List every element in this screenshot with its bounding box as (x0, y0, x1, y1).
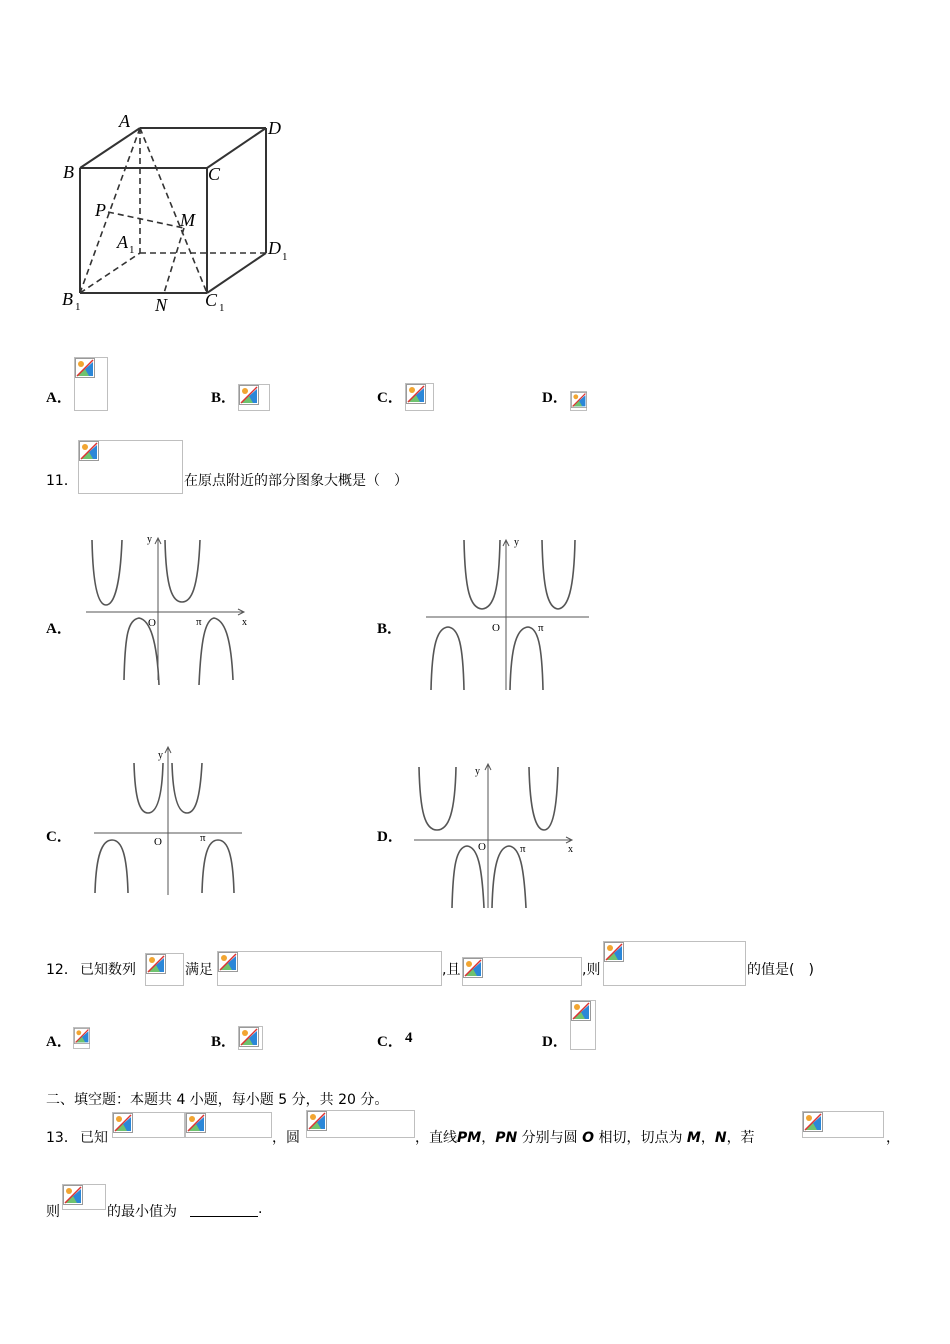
subscript-b1: 1 (75, 301, 81, 313)
vertex-d1: D (268, 238, 281, 258)
q13-text-4: 分别与圆 (517, 1130, 583, 1146)
q12-text-1: 已知数列 (80, 962, 136, 978)
q10-option-a-label: A． (46, 390, 72, 406)
graph-a-origin: O (148, 617, 156, 629)
broken-image-icon (218, 952, 238, 972)
q13-text-8: 则 (46, 1204, 60, 1220)
q12-option-a-image (73, 1027, 90, 1049)
graph-a-x-label: x (242, 617, 247, 628)
q13-condition-image-3 (802, 1111, 884, 1138)
broken-image-icon (571, 1001, 591, 1021)
graph-d-origin: O (478, 841, 486, 853)
q13-text-2: ，圆 (272, 1130, 300, 1146)
q13-text-6: ，若 (726, 1130, 755, 1146)
q13-target-image (62, 1184, 106, 1210)
broken-image-icon (186, 1113, 206, 1133)
vertex-b: B (63, 162, 74, 182)
broken-image-icon (239, 1027, 259, 1047)
broken-image-icon (146, 954, 166, 974)
q10-option-b-label: B． (211, 390, 237, 406)
point-n: N (155, 295, 168, 315)
q13-tangent-text (415, 1127, 755, 1147)
graph-c-origin: O (154, 836, 162, 848)
subscript-a1: 1 (129, 244, 135, 256)
q12-option-d-label: D． (542, 1034, 568, 1050)
q13-point-n: N (714, 1130, 727, 1146)
graph-b-pi: π (538, 622, 544, 634)
subscript-d1: 1 (282, 251, 288, 263)
q12-text-2: 满足 (185, 962, 213, 978)
broken-image-icon (113, 1113, 133, 1133)
graph-d-pi: π (520, 843, 526, 855)
broken-image-icon (307, 1111, 327, 1131)
graph-b (424, 535, 599, 695)
q13-circle-image (306, 1110, 415, 1138)
broken-image-icon (571, 392, 587, 408)
cube-figure (55, 110, 300, 320)
broken-image-icon (75, 358, 95, 378)
q13-answer-blank[interactable] (190, 1216, 258, 1217)
q13-line-pn: PN (495, 1130, 518, 1146)
vertex-a: A (119, 111, 130, 131)
q11-stem: 在原点附近的部分图象大概是（ ） (184, 473, 408, 489)
q12-text-4: ,则 (582, 962, 601, 978)
q13-text-1: 已知 (80, 1130, 108, 1146)
q12-option-b-label: B． (211, 1034, 237, 1050)
q12-option-c-value: 4 (405, 1030, 413, 1046)
q13-text-3: ，直线 (415, 1130, 457, 1146)
broken-image-icon (63, 1185, 83, 1205)
q11-function-image (78, 440, 183, 494)
q10-option-d-label: D． (542, 390, 568, 406)
broken-image-icon (239, 385, 259, 405)
q13-circle-o: O (582, 1130, 594, 1146)
q13-text-5: 相切，切点为 (594, 1130, 687, 1146)
graph-a (84, 530, 264, 690)
vertex-d: D (268, 118, 281, 138)
q13-text-7: ， (886, 1130, 900, 1146)
q11-option-a-label: A． (46, 621, 72, 637)
q13-condition-image-2 (185, 1112, 272, 1138)
graph-d (412, 762, 582, 910)
q13-point-m: M (686, 1130, 701, 1146)
broken-image-icon (463, 958, 483, 978)
q12-option-b-image (238, 1026, 263, 1050)
q13-condition-image-1 (112, 1112, 185, 1138)
q12-sequence-image (145, 953, 184, 986)
graph-c-y-label: y (158, 750, 163, 761)
q13-comma-1: ， (481, 1130, 496, 1146)
graph-c (92, 745, 252, 900)
q10-option-b-image (238, 384, 270, 411)
q10-option-d-image (570, 391, 587, 411)
broken-image-icon (406, 384, 426, 404)
graph-a-pi: π (196, 616, 202, 628)
q12-option-c-label: C． (377, 1034, 403, 1050)
q12-option-d-image (570, 1000, 596, 1050)
q11-option-c-label: C． (46, 829, 72, 845)
q10-option-c-label: C． (377, 390, 403, 406)
graph-d-x-label: x (568, 844, 573, 855)
broken-image-icon (74, 1028, 90, 1044)
point-p: P (95, 200, 106, 220)
q12-text-3: ,且 (442, 962, 461, 978)
section2-heading: 二、填空题：本题共 4 小题，每小题 5 分，共 20 分。 (46, 1092, 389, 1108)
broken-image-icon (79, 441, 99, 461)
point-m: M (180, 210, 195, 230)
broken-image-icon (604, 942, 624, 962)
vertex-c: C (208, 164, 221, 184)
q11-number: 11． (46, 473, 78, 489)
q13-line-pm: PM (457, 1130, 482, 1146)
broken-image-icon (803, 1112, 823, 1132)
graph-d-y-label: y (475, 766, 480, 777)
subscript-c1: 1 (219, 302, 225, 314)
graph-b-y-label: y (514, 537, 519, 548)
q13-text-10: . (258, 1201, 263, 1217)
q12-expression-image (603, 941, 746, 986)
q13-text-9: 的最小值为 (107, 1204, 177, 1220)
q11-option-d-label: D． (377, 829, 403, 845)
q10-option-c-image (405, 383, 434, 411)
q10-option-a-image (74, 357, 108, 411)
vertex-a1: A (117, 232, 128, 252)
q13-comma-2: ， (700, 1130, 715, 1146)
vertex-b1: B (62, 289, 73, 309)
graph-a-y-label: y (147, 534, 152, 545)
graph-c-pi: π (200, 832, 206, 844)
q12-text-5: 的值是( ) (747, 962, 814, 978)
q12-initial-image (462, 957, 582, 986)
q13-number: 13． (46, 1130, 78, 1146)
graph-b-origin: O (492, 622, 500, 634)
q12-number: 12． (46, 962, 78, 978)
q12-recurrence-image (217, 951, 442, 986)
q12-option-a-label: A． (46, 1034, 72, 1050)
q11-option-b-label: B． (377, 621, 403, 637)
vertex-c1: C (205, 290, 218, 310)
